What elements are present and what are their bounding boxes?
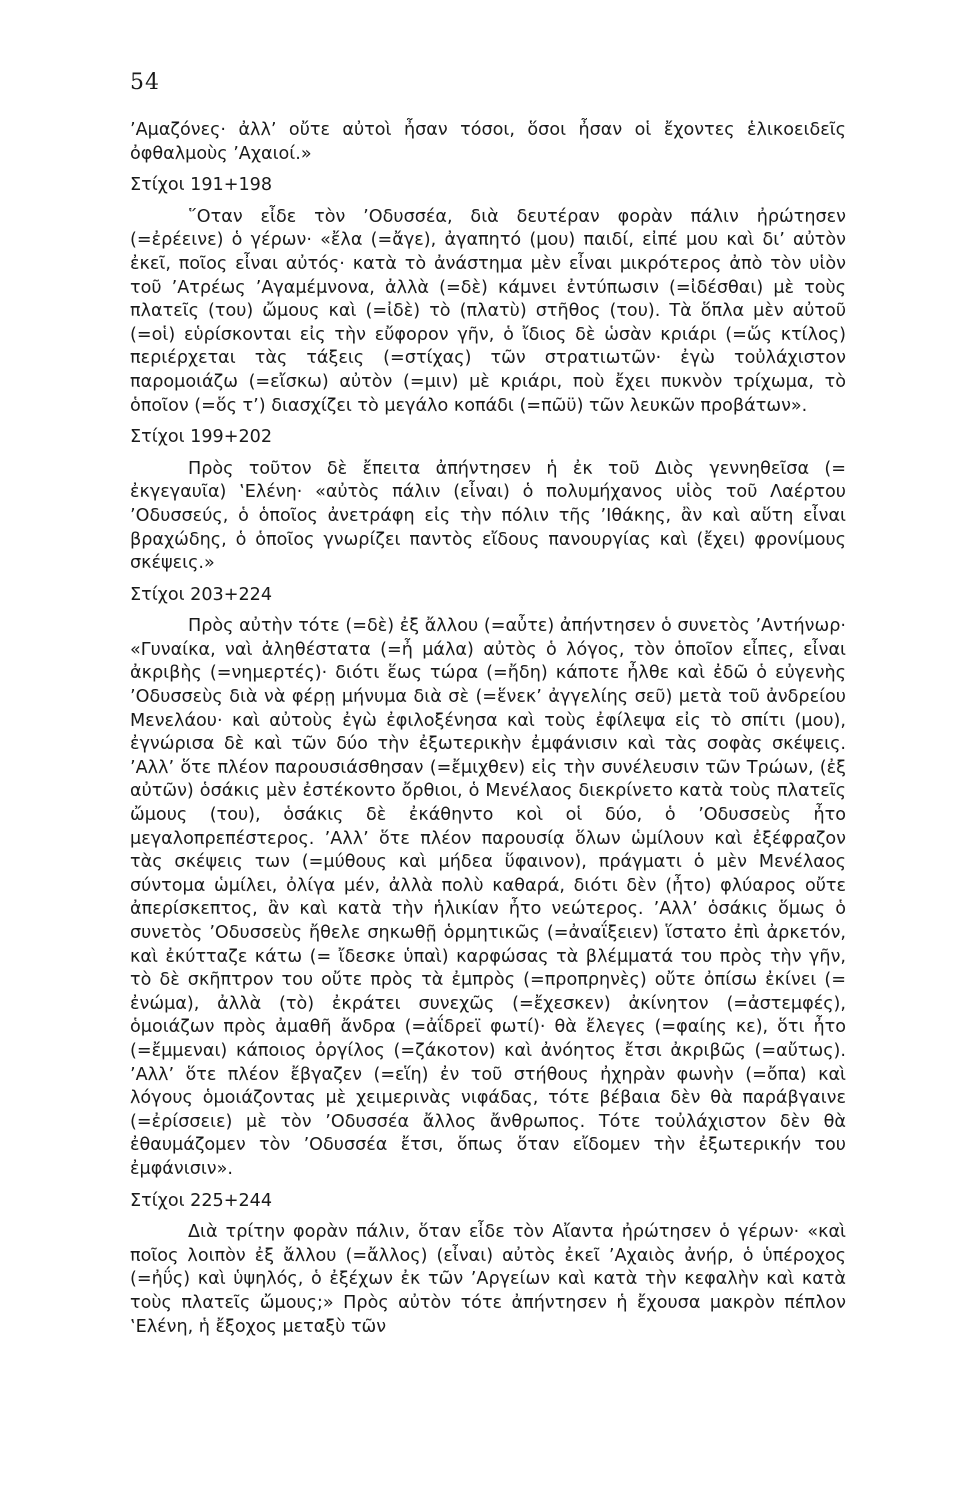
section-heading: Στίχοι 203+224 — [130, 584, 273, 605]
text-paragraph: Πρὸς τοῦτον δὲ ἔπειτα ἀπήντησεν ἡ ἐκ τοῦ Διὸς γεννηθεῖσα (= ἐκγεγαυῖα) ‛Ελένη· «αὐτὸς πάλιν (εἶναι) ὁ πολυμήχανος υἱὸς τοῦ Λαέρτου ’Οδυσσεύς, ὁ ὁποῖος ἀνετράφη εἰς τὴν πόλιν τῆς ’Ιθάκης, ἂν καὶ αὕτη εἶναι βραχώδης, ὁ ὁποῖος γνωρίζει παντὸς εἴδους πανουργίας καὶ (ἔχει) φρονίμους σκέψεις.» — [130, 458, 846, 574]
section-heading: Στίχοι 191+198 — [130, 175, 273, 196]
text-paragraph: Διὰ τρίτην φορὰν πάλιν, ὅταν εἶδε τὸν Αἴαντα ἠρώτησεν ὁ γέρων· «καὶ ποῖος λοιπὸν ἐξ ἄλλου (=ἄλλος) (εἶναι) αὐτὸς ἐκεῖ ’Αχαιὸς ἀνήρ, ὁ ὑπέροχος (=ἠΰς) καὶ ὑψηλός, ὁ ἐξέχων ἐκ τῶν ’Αργείων καὶ κατὰ τὴν κεφαλὴν καὶ κατὰ τοὺς πλατεῖς ὤμους;» Πρὸς αὐτὸν τότε ἀπήντησεν ἡ ἔχουσα μακρὸν πέπλον ‛Ελένη, ἡ ἔξοχος μεταξὺ τῶν — [130, 1222, 846, 1337]
book-page — [130, 60, 846, 1339]
section-heading: Στίχοι 225+244 — [130, 1190, 273, 1211]
section-heading: Στίχοι 199+202 — [130, 427, 273, 448]
text-paragraph: ῞Οταν εἶδε τὸν ’Οδυσσέα, διὰ δευτέραν φορὰν πάλιν ἠρώτησεν (=ἐρέεινε) ὁ γέρων· «ἔλα (=ἄγε), ἀγαπητό (μου) παιδί, εἰπέ μου καὶ δι’ αὐτὸν ἐκεῖ, ποῖος εἶναι αὐτός· κατὰ τὸ ἀνάστημα μὲν εἶναι μικρότερος ἀπὸ τὸν υἱὸν τοῦ ’Ατρέως ’Αγαμέμνονα, ἀλλὰ (=δὲ) κάμνει ἐντύπωσιν (=ἰδέσθαι) μὲ τοὺς πλατεῖς (του) ὤμους καὶ (=ἰδὲ) τὸ (πλατὺ) στῆθος (του). Τὰ ὅπλα μὲν αὐτοῦ (=οἱ) εὑρίσκονται εἰς τὴν εὔφορον γῆν, ὁ ἴδιος δὲ ὡσὰν κριάρι (=ὥς κτίλος) περιέρχεται τὰς τάξεις (=στίχας) τῶν στρατιωτῶν· ἐγὼ τοὐλάχιστον παρομοιάζω (=εἴσκω) αὐτὸν (=μιν) μὲ κριάρι, ποὺ ἔχει πυκνὸν τρίχωμα, τὸ ὁποῖον (=ὅς τ’) διασχίζει τὸ μεγάλο κοπάδι (=πῶϋ) τῶν λευκῶν προβάτων». — [130, 206, 846, 416]
text-paragraph: ’Αμαζόνες· ἀλλ’ οὔτε αὐτοὶ ἦσαν τόσοι, ὅσοι ἦσαν οἱ ἔχοντες ἑλικοειδεῖς ὀφθαλμοὺς ’Αχαιοί.» — [130, 120, 846, 164]
page-number: 54 — [130, 70, 160, 95]
text-paragraph: Πρὸς αὐτὴν τότε (=δὲ) ἐξ ἄλλου (=αὖτε) ἀπήντησεν ὁ συνετὸς ’Αντήνωρ· «Γυναίκα, ναὶ ἀληθέστατα (=ἦ μάλα) αὐτὸς ὁ λόγος, τὸν ὁποῖον εἶπες, εἶναι ἀκριβὴς (=νημερτές)· διότι ἕως τώρα (=ἤδη) κάποτε ἦλθε καὶ ἐδῶ ὁ εὐγενὴς ’Οδυσσεὺς διὰ νὰ φέρῃ μήνυμα διὰ σὲ (=ἕνεκ’ ἀγγελίης σεῦ) μετὰ τοῦ ἀνδρείου Μενελάου· καὶ αὐτοὺς ἐγὼ ἐφιλοξένησα καὶ τοὺς ἐφίλεψα εἰς τὸ σπίτι (μου), ἐγνώρισα δὲ καὶ τῶν δύο τὴν ἐξωτερικὴν ἐμφάνισιν καὶ τὰς σοφὰς σκέψεις. ’Αλλ’ ὅτε πλέον παρουσιάσθησαν (=ἔμιχθεν) εἰς τὴν συνέλευσιν τῶν Τρώων, (ἐξ αὐτῶν) ὁσάκις μὲν ἐστέκοντο ὄρθιοι, ὁ Μενέλαος διεκρίνετο κατὰ τοὺς πλατεῖς ὤμους (του), ὁσάκις δὲ ἐκάθηντο κοὶ οἱ δύο, ὁ ’Οδυσσεὺς ἦτο μεγαλοπρεπέστερος. ’Αλλ’ ὅτε πλέον παρουσίᾳ ὅλων ὡμίλουν καὶ ἐξέφραζον τὰς σκέψεις των (=μύθους καὶ μήδεα ὕφαινον), πράγματι ὁ μὲν Μενέλαος σύντομα ὡμίλει, ὀλίγα μέν, ἀλλὰ πολὺ καθαρά, διότι δὲν (ἦτο) φλύαρος οὔτε ἀπερίσκεπτος, ἂν καὶ κατὰ τὴν ἡλικίαν ἦτο νεώτερος. ’Αλλ’ ὁσάκις ὅμως ὁ συνετὸς ’Οδυσσεὺς ἤθελε σηκωθῇ ὁρμητικῶς (=ἀναΐξειεν) ἵστατο ἐπὶ ἀρκετόν, καὶ ἐκύτταζε κάτω (= ἴδεσκε ὑπαὶ) καρφώσας τὰ βλέμματά του πρὸς τὴν γῆν, τὸ δὲ σκῆπτρον του οὔτε πρὸς τὰ ἐμπρὸς (=προπρηνὲς) οὔτε ὀπίσω ἐκίνει (= ἐνώμα), ἀλλὰ (τὸ) ἐκράτει συνεχῶς (=ἔχεσκεν) ἀκίνητον (=ἀστεμφές), ὁμοιάζων πρὸς ἀμαθῆ ἄνδρα (=ἀΐδρεϊ φωτί)· θὰ ἔλεγες (=φαίης κε), ὅτι ἦτο (=ἔμμεναι) κάποιος ὀργίλος (=ζάκοτον) καὶ ἀνόητος ἔτσι ἀκριβῶς (=αὔτως). ’Αλλ’ ὅτε πλέον ἔβγαζεν (=εἵη) ἐν τοῦ στήθους ἠχηρὰν φωνὴν (=ὄπα) καὶ λόγους ὁμοιάζοντας μὲ χειμερινὰς νιφάδας, τότε βέβαια δὲν θὰ παράβγαινε (=ἐρίσσειε) μὲ τὸν ’Οδυσσέα ἄλλος ἄνθρωπος. Τότε τοὐλάχιστον δὲν θὰ ἐθαυμάζομεν τὸν ’Οδυσσέα ἔτσι, ὅπως ὅταν εἴδομεν τὴν ἐξωτερικήν του ἐμφάνισιν». — [130, 616, 846, 1179]
